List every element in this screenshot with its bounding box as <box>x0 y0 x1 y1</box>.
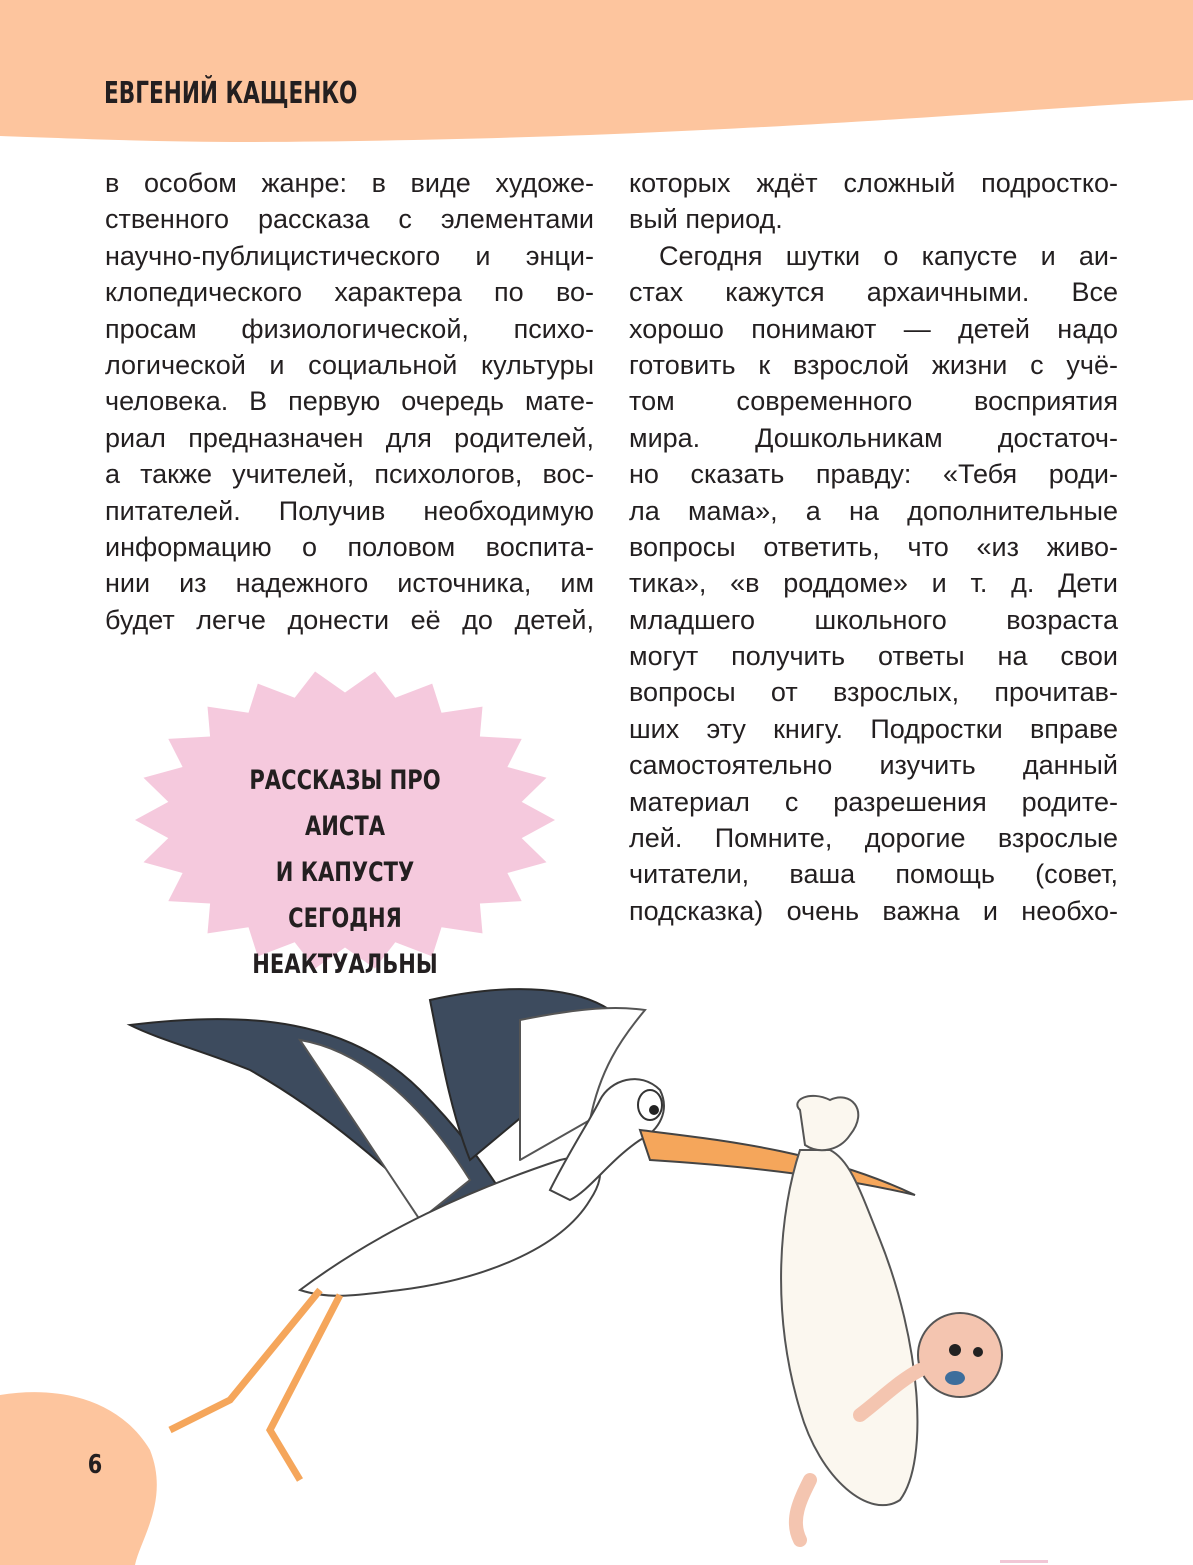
text-line: а также учителей, психологов, вос- <box>105 459 594 490</box>
text-line: том современного восприятия <box>629 386 1118 417</box>
text-line: Сегодня шутки о капусте и аи- <box>659 240 1118 271</box>
text-line: хорошо понимают — детей надо <box>629 313 1118 344</box>
text-line: логической и социальной культуры <box>105 349 594 380</box>
text-line: человека. В первую очередь мате- <box>105 386 594 417</box>
text-line: но сказать правду: «Тебя роди- <box>629 459 1118 490</box>
text-line: младшего школьного возраста <box>629 604 1118 635</box>
text-line: читатели, ваша помощь (совет, <box>629 859 1118 890</box>
text-line: риал предназначен для родителей, <box>105 422 594 453</box>
text-line: вопросы ответить, что «из живо- <box>629 531 1118 562</box>
text-line: питателей. Получив необходимую <box>105 495 594 526</box>
text-line: мира. Дошкольникам достаточ- <box>629 422 1118 453</box>
text-line: лей. Помните, дорогие взрослые <box>629 823 1118 854</box>
text-line: просам физиологической, психо- <box>105 313 594 344</box>
text-line: стах кажутся архаичными. Все <box>629 277 1118 308</box>
text-line: материал с разрешения родите- <box>629 786 1118 817</box>
text-line: ла мама», а на дополнительные <box>629 495 1118 526</box>
text-line: подсказка) очень важна и необхо- <box>629 895 1118 926</box>
text-line: ших эту книгу. Подростки вправе <box>629 713 1118 744</box>
text-line: нии из надежного источника, им <box>105 568 594 599</box>
text-line: ственного рассказа с элементами <box>105 204 594 235</box>
text-line: будет легче донести её до детей, <box>105 604 594 635</box>
text-line: в особом жанре: в виде художе- <box>105 168 594 198</box>
stork-illustration <box>0 960 1193 1565</box>
text-line: вопросы от взрослых, прочитав- <box>629 677 1118 708</box>
text-line: самостоятельно изучить данный <box>629 750 1118 781</box>
callout-line: И КАПУСТУ СЕГОДНЯ <box>275 857 415 934</box>
text-line: тика», «в роддоме» и т. д. Дети <box>629 568 1118 599</box>
callout-line: РАССКАЗЫ ПРО АИСТА <box>249 765 441 842</box>
text-line: клопедического характера по во- <box>105 277 594 308</box>
text-line: которых ждёт сложный подростко- <box>629 168 1118 198</box>
text-line: готовить к взрослой жизни с учё- <box>629 349 1118 380</box>
author-name: ЕВГЕНИЙ КАЩЕНКО <box>104 76 358 111</box>
text-line: научно-публицистического и энци- <box>105 240 594 271</box>
callout-text <box>190 758 500 988</box>
text-line: информацию о половом воспита- <box>105 531 594 562</box>
text-line: могут получить ответы на свои <box>629 641 1118 672</box>
callout-line: НЕАКТУАЛЬНЫ <box>252 949 438 980</box>
page-number: 6 <box>87 1450 103 1480</box>
text-line: вый период. <box>629 204 783 235</box>
